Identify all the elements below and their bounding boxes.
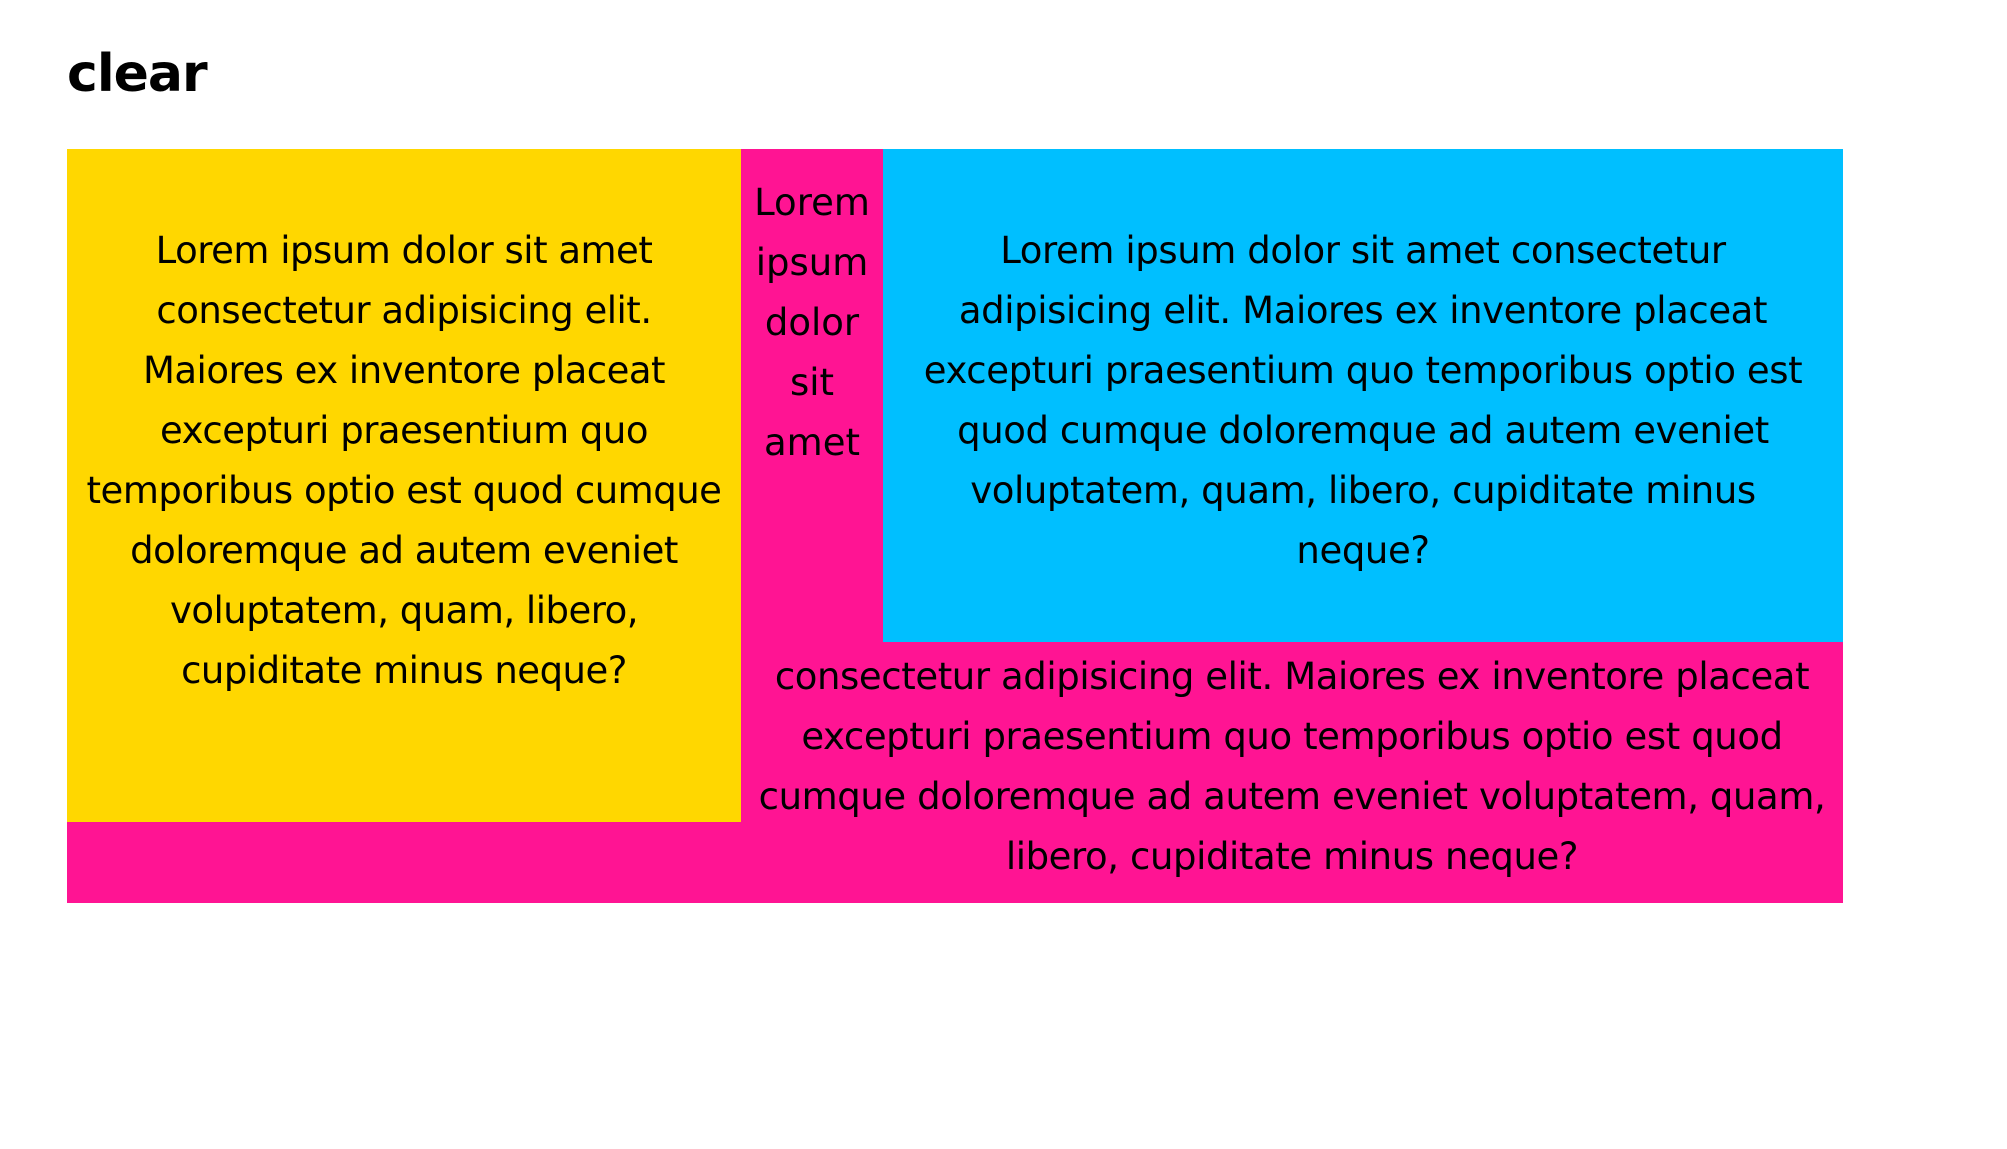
- pink-narrow-text: Lorem ipsum dolor sit amet: [754, 181, 870, 464]
- page-title: clear: [67, 44, 207, 104]
- clear-demo-wrapper: [67, 149, 1843, 903]
- pink-flow-text: consectetur adipisicing elit. Maiores ex inventore placeat excepturi praesentium quo temporibus optio est quod cumque doloremque ad autem eveniet voluptatem, quam, libero, cupiditate minus neque?: [758, 655, 1826, 878]
- cyan-float-box: Lorem ipsum dolor sit amet consectetur adipisicing elit. Maiores ex inventore placeat excepturi praesentium quo temporibus optio est quod cumque doloremque ad autem eveniet voluptatem, quam, libero, cupiditate minus neque?: [883, 149, 1843, 642]
- yellow-float-box: Lorem ipsum dolor sit amet consectetur adipisicing elit. Maiores ex inventore placeat excepturi praesentium quo temporibus optio est quod cumque doloremque ad autem eveniet voluptatem, quam, libero, cupiditate minus neque?: [67, 149, 741, 822]
